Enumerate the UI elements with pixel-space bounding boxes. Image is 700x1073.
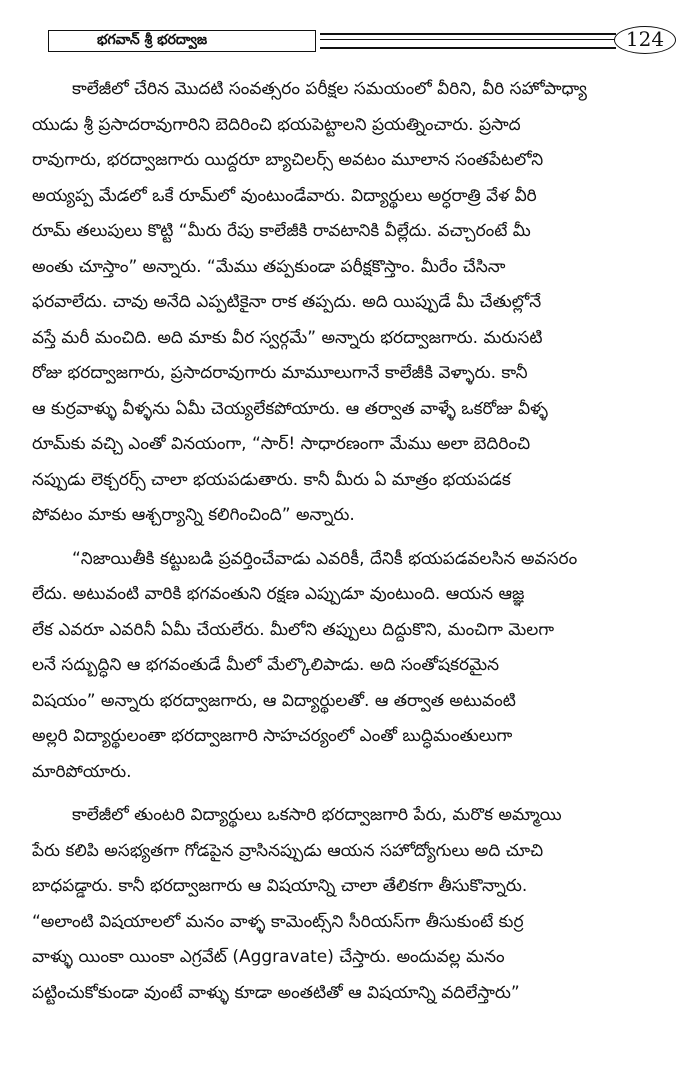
text-line: అంతు చూస్తాం” అన్నారు. “మేము తప్పకుండా పరీక్షకొస్తాం. మీరేం చేసినా [32, 256, 506, 277]
text-line: వాళ్ళు యింకా యింకా ఎగ్రవేట్ (Aggravate) చేస్తారు. అందువల్ల మనం [32, 947, 505, 967]
paragraph-gap [32, 790, 672, 798]
text-line: యుడు శ్రీ ప్రసాదరావుగారిని బెదిరించి భయపెట్టాలని ప్రయత్నించారు. ప్రసాద [32, 114, 521, 135]
text-line: ఆ కుర్రవాళ్ళు వీళ్ళను ఏమీ చెయ్యలేకపోయారు. ఆ తర్వాత వాళ్ళే ఒకరోజు వీళ్ళ [32, 398, 548, 419]
paragraph-1 [32, 72, 672, 534]
text-line: పేరు కలిపి అసభ్యతగా గోడపైన వ్రాసినప్పుడు ఆయన సహోద్యోగులు అది చూచి [32, 840, 544, 861]
text-line: పోవటం మాకు ఆశ్చర్యాన్ని కలిగించింది” అన్నారు. [32, 505, 355, 525]
text-line: పట్టించుకోకుండా వుంటే వాళ్ళు కూడా అంతటితో ఆ విషయాన్ని వదిలేస్తారు” [32, 982, 520, 1003]
page-body [32, 72, 672, 1011]
header-title: భగవాన్ శ్రీ భరద్వాజ [48, 30, 316, 52]
text-line: లేదు. అటువంటి వారికి భగవంతుని రక్షణ ఎప్పుడూ వుంటుంది. ఆయన ఆజ్ఞ [32, 584, 525, 604]
paragraph-gap [32, 534, 672, 542]
text-line: ఫరవాలేదు. చావు అనేది ఎప్పటికైనా రాక తప్పదు. అది యిప్పుడే మీ చేతుల్లోనే [32, 292, 542, 312]
text-line: రూమ్ తలుపులు కొట్టి “మీరు రేపు కాలేజీకి రావటానికి వీల్లేదు. వచ్చారంటే మీ [32, 221, 531, 241]
page-number: 124 [614, 26, 676, 54]
paragraph-2 [32, 542, 672, 791]
text-line: వస్తే మరీ మంచిది. అది మాకు వీర స్వర్గమే” అన్నారు భరద్వాజగారు. మరుసటి [32, 327, 543, 348]
text-line: మారిపోయారు. [32, 761, 132, 782]
text-line: రూమ్‌కు వచ్చి ఎంతో వినయంగా, “సార్! సాధారణంగా మేము అలా బెదిరించి [32, 434, 531, 454]
text-line: రావుగారు, భరద్వాజగారు యిద్దరూ బ్యాచిలర్స్ అవటం మూలాన సంతపేటలోని [32, 150, 544, 170]
text-line: కాలేజీలో చేరిన మొదటి సంవత్సరం పరీక్షల సమయంలో వీరిని, వీరి సహోపాధ్యా [72, 79, 587, 99]
text-line: లేక ఎవరూ ఎవరినీ ఏమీ చేయలేరు. మీలోని తప్పులు దిద్దుకొని, మంచిగా మెలగా [32, 619, 554, 640]
text-line: రోజు భరద్వాజగారు, ప్రసాదరావుగారు మామూలుగానే కాలేజీకి వెళ్ళారు. కానీ [32, 363, 528, 383]
text-line: కాలేజీలో తుంటరి విద్యార్థులు ఒకసారి భరద్వాజగారి పేరు, మరొక అమ్మాయి [72, 805, 562, 825]
text-line: అల్లరి విద్యార్థులంతా భరద్వాజగారి సాహచర్యంలో ఎంతో బుద్ధిమంతులుగా [32, 726, 513, 746]
text-line: “నిజాయితీకి కట్టుబడి ప్రవర్తించేవాడు ఎవరికీ, దేనికీ భయపడవలసిన అవసరం [72, 548, 578, 569]
text-line: నప్పుడు లెక్చరర్స్ చాలా భయపడుతారు. కానీ మీరు ఏ మాత్రం భయపడక [32, 469, 511, 490]
paragraph-3 [32, 798, 672, 1011]
text-line: బాధపడ్డారు. కానీ భరద్వాజగారు ఆ విషయాన్ని చాలా తేలికగా తీసుకొన్నారు. [32, 876, 528, 896]
text-line: “అలాంటి విషయాలలో మనం వాళ్ళ కామెంట్స్‌ని సీరియస్‌గా తీసుకుంటే కుర్ర [32, 911, 524, 932]
text-line: విషయం” అన్నారు భరద్వాజగారు, ఆ విద్యార్థులతో. ఆ తర్వాత అటువంటి [32, 690, 516, 711]
header-rule [320, 33, 616, 49]
running-header [48, 27, 665, 58]
text-line: అయ్యప్ప మేడలో ఒకే రూమ్‌లో వుంటుండేవారు. విద్యార్థులు అర్ధరాత్రి వేళ వీరి [32, 185, 537, 206]
text-line: లనే సద్బుద్ధిని ఆ భగవంతుడే మీలో మేల్కొలిపాడు. అది సంతోషకరమైన [32, 655, 500, 675]
